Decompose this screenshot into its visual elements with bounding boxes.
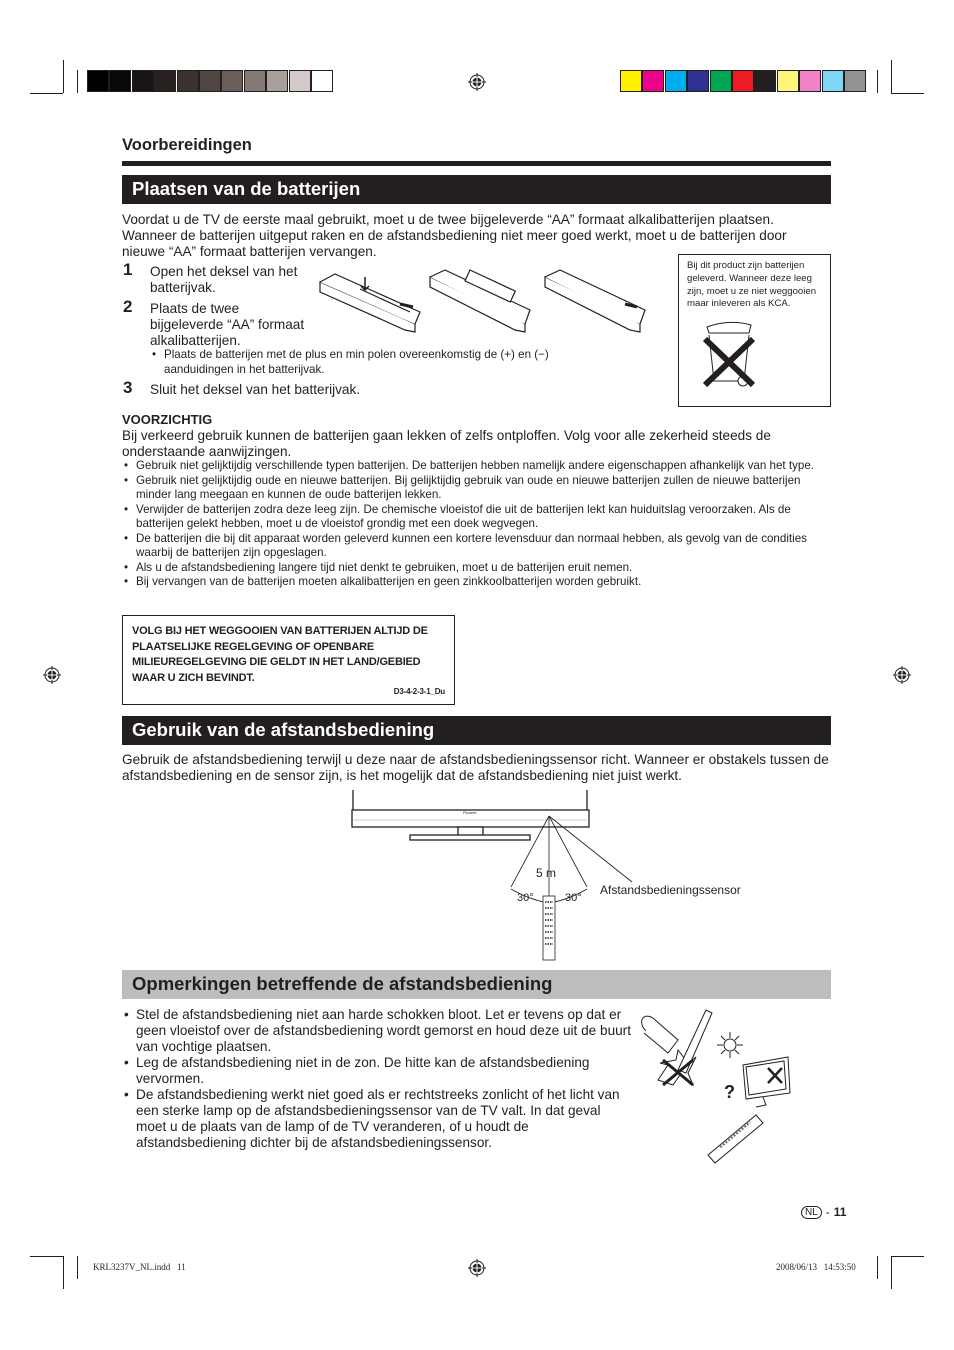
step-text: Open het deksel van het batterijvak. [150,264,298,295]
caution-list [122,459,832,590]
step-sublist [150,348,550,377]
angle-right-label: 30° [565,892,582,904]
svg-text:Pioneer: Pioneer [463,810,477,815]
section-heading: Voorbereidingen [122,136,252,154]
color-swatch [777,70,799,92]
crop-mark [891,1256,892,1289]
color-swatch [844,70,866,92]
notice-code: D3-4-2-3-1_Du [393,686,445,696]
crop-mark [63,1256,64,1289]
remote-icon [708,1115,763,1163]
color-swatch [266,70,288,92]
remote-care-illustration [638,1005,803,1170]
color-swatch [710,70,732,92]
crop-mark [877,1256,878,1279]
color-swatch [221,70,243,92]
crop-mark [77,1256,78,1279]
angle-left-label: 30° [517,892,534,904]
crop-mark [30,93,63,94]
crop-mark [891,93,924,94]
crop-mark [77,70,78,93]
color-swatch [732,70,754,92]
registration-mark-icon [467,72,487,92]
color-swatch [687,70,709,92]
battery-insertion-illustration [315,262,675,337]
color-swatch [620,70,642,92]
color-swatch [132,70,154,92]
question-mark-icon: ? [724,1082,735,1102]
caution-item: • Verwijder de batterijen zodra deze leeg zijn. De chemische vloeistof die uit de batterijen lekt kan huiduitslag veroorzaken. Als de batterijen gelekt hebben, moet u de vloeistof grondig met een doek wegvegen. [122,503,832,532]
distance-label: 5 m [536,866,557,880]
language-badge: NL [801,1206,822,1219]
crop-mark [877,70,878,93]
color-swatch [822,70,844,92]
print-timestamp: 2008/06/13 14:53:50 [776,1262,856,1272]
caution-item: • De batterijen die bij dit apparaat worden geleverd kunnen een kortere levensduur dan normaal hebben, als gevolg van de condities waarbij de batterijen zijn opgeslagen. [122,532,832,561]
disposal-notice-text: VOLG BIJ HET WEGGOOIEN VAN BATTERIJEN ALTIJD DE PLAATSELIJKE REGELGEVING OF OPENBARE MILIEUREGELGEVING DIE GELDT IN HET LAND/GEBIED WAAR U ZICH BEVINDT. [132,625,428,684]
registration-mark-icon [892,665,912,685]
usage-title: Gebruik van de afstandsbediening [122,716,831,745]
color-swatch [754,70,776,92]
caution-item: • Als u de afstandsbediening langere tijd niet denkt te gebruiken, moet u de batterijen eruit nemen. [122,561,832,576]
header-rule [122,161,831,166]
color-swatch [642,70,664,92]
note-item: • Stel de afstandsbediening niet aan harde schokken bloot. Let er tevens op dat er geen vloeistof over de afstandsbediening wordt gemorst en houd deze uit de buurt van vochtige plaatsen. [122,1007,632,1055]
remote-open-lid-icon [320,274,420,332]
remote-batteries-icon [430,270,530,332]
caution-item: • Bij vervangen van de batterijen moeten alkalibatterijen en geen zinkkoolbatterijen worden gebruikt. [122,575,832,590]
color-swatch [289,70,311,92]
step-text: Plaats de twee bijgeleverde “AA” formaat alkalibatterijen. [150,301,305,348]
sun-icon [717,1032,743,1058]
disposal-notice-box [122,615,455,705]
color-swatch [799,70,821,92]
page-number-value: 11 [833,1205,847,1219]
color-swatch [311,70,333,92]
note-item: • De afstandsbediening werkt niet goed als er rechtstreeks zonlicht of het licht van een sterke lamp op de afstandsbedieningssensor van de TV valt. In dat geval moet u de plaats van de lamp of de TV veranderen, of u houdt de afstandsbediening dichter bij de afstandsbedieningssensor. [122,1087,632,1151]
tv-stand [410,835,530,840]
color-swatch [154,70,176,92]
caution-item: • Gebruik niet gelijktijdig oude en nieuwe batterijen. Bij gelijktijdig gebruik van oude en nieuwe batterijen zullen de nieuwe batterijen minder lang meegaan en kunnen de oude batterijen lekken. [122,474,832,503]
batteries-title: Plaatsen van de batterijen [122,175,831,204]
color-swatch [244,70,266,92]
color-swatch [87,70,109,92]
note-item: • Leg de afstandsbediening niet in de zon. De hitte kan de afstandsbediening vervormen. [122,1055,632,1087]
remote-close-lid-icon [545,270,645,332]
caution-intro: Bij verkeerd gebruik kunnen de batterijen gaan lekken of zelfs ontploffen. Volg voor alle zekerheid steeds de onderstaande aanwijzingen. [122,428,771,459]
page-separator: - [825,1205,830,1219]
file-slug: KRL3237V_NL.indd 11 [93,1262,186,1272]
kca-note-text: Bij dit product zijn batterijen geleverd. Wanneer deze leeg zijn, moet u ze niet weggooien maar inleveren als KCA. [687,260,817,310]
step-subitem: • Plaats de batterijen met de plus en min polen overeenkomstig de (+) en (−) aanduidingen in het batterijvak. [150,348,550,377]
caution-title: VOORZICHTIG [122,412,213,427]
tv-frame [353,790,587,810]
step-number: 1 [123,260,133,279]
page-number [801,1205,846,1219]
color-swatch [109,70,131,92]
notes-title: Opmerkingen betreffende de afstandsbediening [122,970,831,999]
sensor-label: Afstandsbedieningssensor [600,883,741,897]
crop-mark [63,60,64,93]
crossed-out-bin-icon [699,319,759,391]
tv-crossed-icon [743,1057,790,1107]
registration-mark-icon [42,665,62,685]
color-swatch [199,70,221,92]
remote-control-icon [543,896,555,960]
step-number: 2 [123,297,133,316]
remote-range-diagram [345,790,645,965]
liquid-spill-icon [638,1010,712,1085]
step-text: Sluit het deksel van het batterijvak. [150,382,361,397]
step-number: 3 [123,378,133,397]
crop-mark [30,1256,63,1257]
kca-note-box [678,254,831,407]
crop-mark [891,1256,924,1257]
batteries-intro: Voordat u de TV de eerste maal gebruikt, moet u de twee bijgeleverde “AA” formaat alkalibatterijen plaatsen. Wanneer de batterijen uitgeput raken en de afstandsbediening niet meer goed werkt, moet u de batterijen door nieuwe “AA” formaat batterijen vervangen. [122,212,787,259]
caution-item: • Gebruik niet gelijktijdig verschillende typen batterijen. De batterijen hebben namelijk andere eigenschappen afhankelijk van het type. [122,459,832,474]
color-swatch [665,70,687,92]
crop-mark [891,60,892,93]
notes-list [122,1007,632,1151]
registration-mark-icon [467,1258,487,1278]
usage-text: Gebruik de afstandsbediening terwijl u deze naar de afstandsbedieningssensor richt. Wanneer er obstakels tussen de afstandsbediening en de sensor zijn, is het mogelijk dat de afstandsbediening niet juist werkt. [122,752,829,783]
color-swatch [177,70,199,92]
